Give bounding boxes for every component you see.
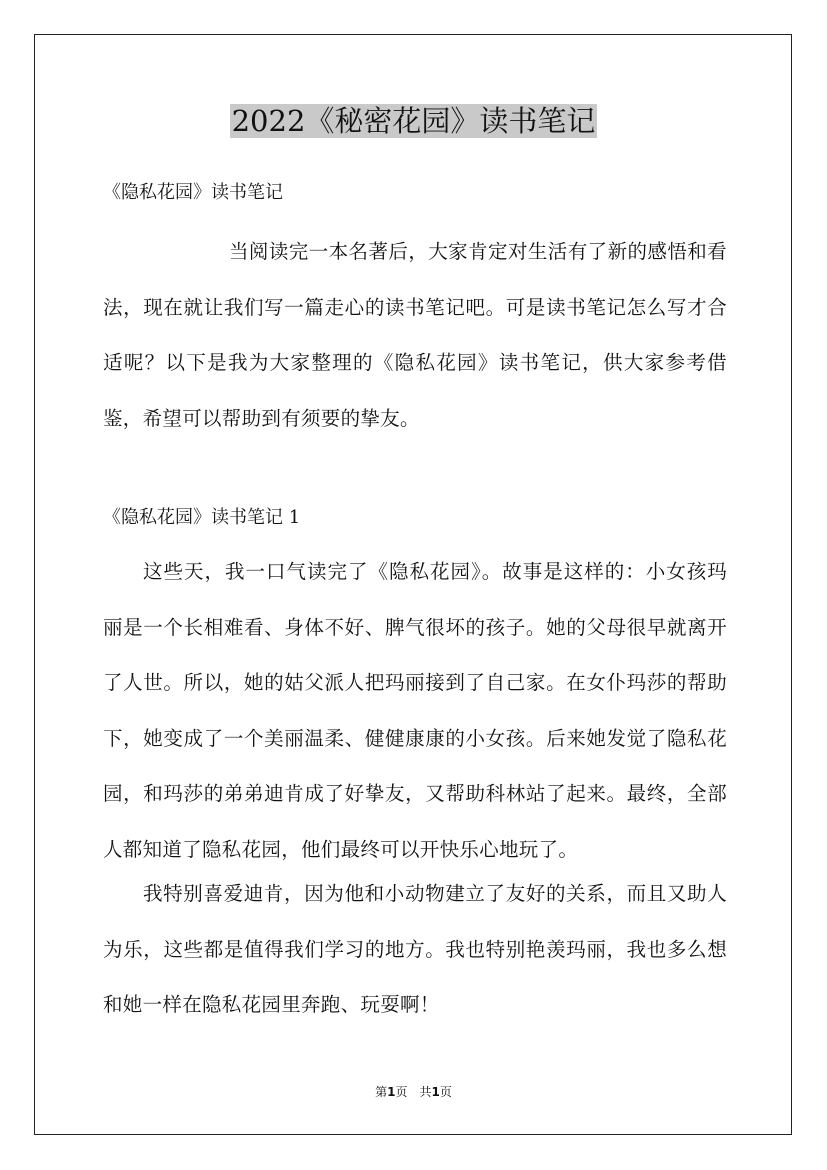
document-title — [0, 100, 827, 142]
footer-total-pages: 1 — [431, 1085, 440, 1099]
section-heading: 《隐私花园》读书笔记 1 — [103, 507, 301, 528]
footer-mid: 页 共 — [395, 1085, 432, 1099]
document-subtitle: 《隐私花园》读书笔记 — [103, 182, 283, 203]
intro-paragraph: 当阅读完一本名著后，大家肯定对生活有了新的感悟和看法，现在就让我们写一篇走心的读书笔记吧。可是读书笔记怎么写才合适呢？以下是我为大家整理的《隐私花园》读书笔记，供大家参考借鉴，希望可以帮助到有须要的挚友。 — [103, 240, 727, 430]
footer-suffix: 页 — [439, 1085, 452, 1099]
footer-prefix: 第 — [375, 1085, 388, 1099]
footer-page-number: 1 — [387, 1085, 396, 1099]
page-footer — [0, 1084, 827, 1100]
document-title-text: 2022《秘密花园》读书笔记 — [231, 104, 596, 138]
body-paragraph-2: 我特别喜爱迪肯，因为他和小动物建立了友好的关系，而且又助人为乐，这些都是值得我们学习的地方。我也特别艳羡玛丽，我也多么想和她一样在隐私花园里奔跑、玩耍啊！ — [103, 882, 727, 1016]
body-paragraph-1: 这些天，我一口气读完了《隐私花园》。故事是这样的：小女孩玛丽是一个长相难看、身体不好、脾气很坏的孩子。她的父母很早就离开了人世。所以，她的姑父派人把玛丽接到了自己家。在女仆玛莎的帮助下，她变成了一个美丽温柔、健健康康的小女孩。后来她发觉了隐私花园，和玛莎的弟弟迪肯成了好挚友，又帮助科林站了起来。最终，全部人都知道了隐私花园，他们最终可以开快乐心地玩了。 — [103, 560, 727, 861]
